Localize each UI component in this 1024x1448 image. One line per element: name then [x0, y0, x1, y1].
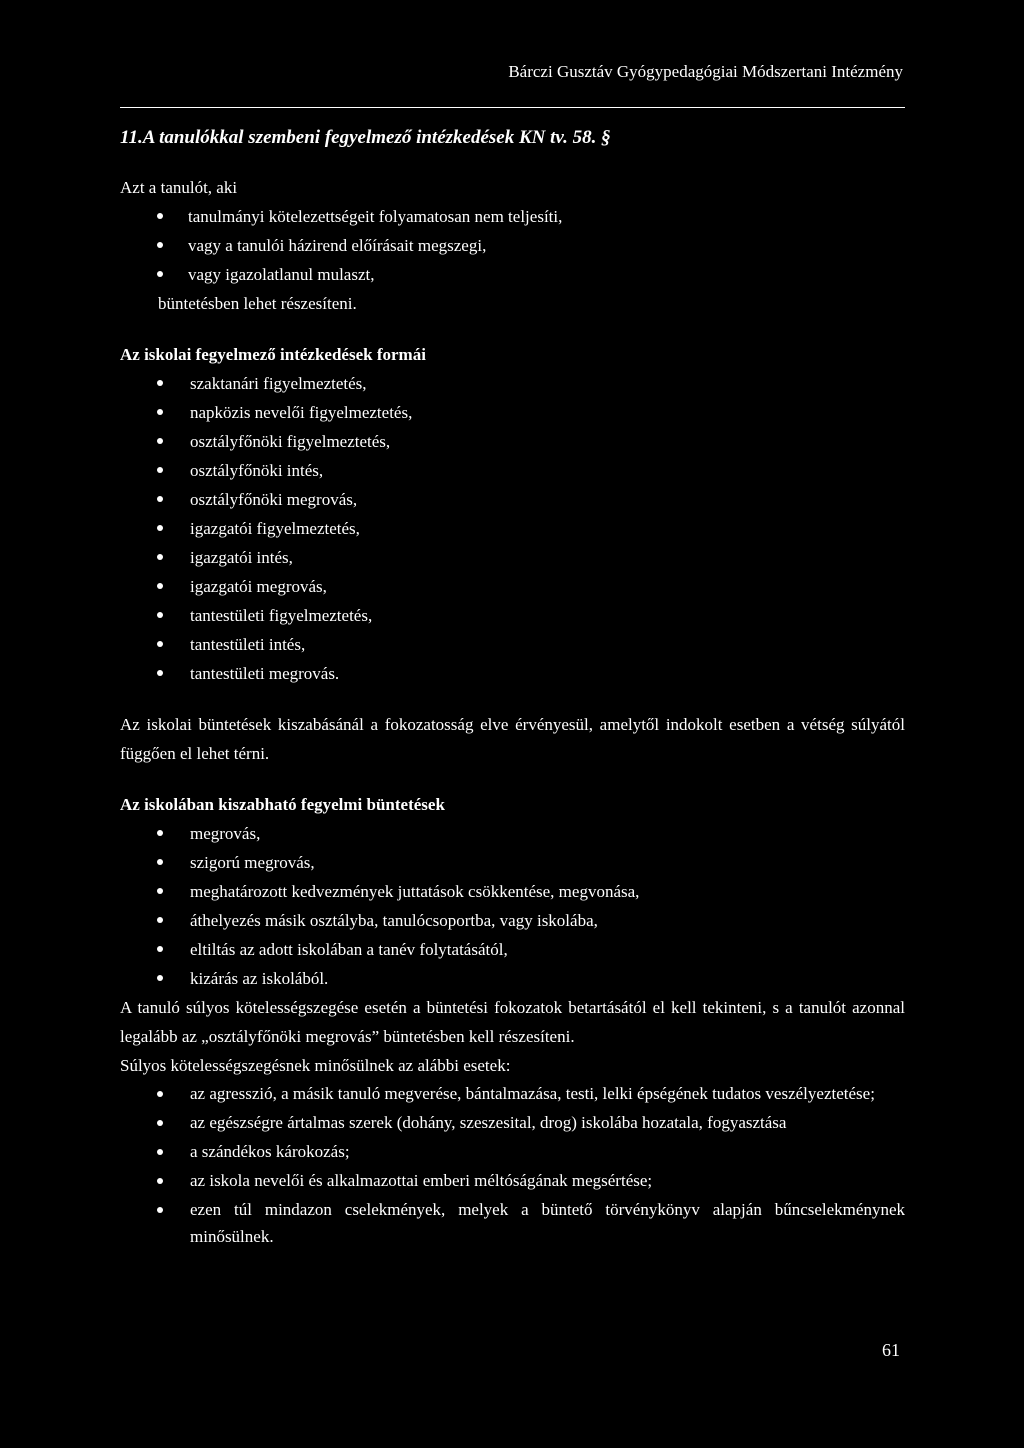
header-rule: [120, 107, 905, 108]
list-item: napközis nevelői figyelmeztetés,: [120, 398, 905, 427]
list-item: tanulmányi kötelezettségeit folyamatosan nem teljesíti,: [120, 202, 905, 231]
intro-lead: Azt a tanulót, aki: [120, 178, 238, 197]
list-item: tantestületi intés,: [120, 630, 905, 659]
list-item: meghatározott kedvezmények juttatások csökkentése, megvonása,: [120, 877, 905, 906]
list-item: ezen túl mindazon cselekmények, melyek a büntető törvénykönyv alapján bűncselekménynek minősülnek.: [120, 1196, 905, 1250]
principle-paragraph: Az iskolai büntetések kiszabásánál a fokozatosság elve érvényesül, amelytől indokolt esetben a vétség súlyától függően el lehet térni.: [120, 715, 905, 763]
penalties-list: [120, 819, 905, 993]
list-item: igazgatói intés,: [120, 543, 905, 572]
list-item: vagy a tanulói házirend előírásait megszegi,: [120, 231, 905, 260]
list-item: szaktanári figyelmeztetés,: [120, 369, 905, 398]
list-item: az iskola nevelői és alkalmazottai emberi méltóságának megsértése;: [120, 1167, 905, 1194]
intro-closing: büntetésben lehet részesíteni.: [158, 294, 357, 313]
list-item: a szándékos károkozás;: [120, 1138, 905, 1165]
list-item: az agresszió, a másik tanuló megverése, bántalmazása, testi, lelki épségének tudatos veszélyeztetése;: [120, 1080, 905, 1107]
list-item: eltiltás az adott iskolában a tanév folytatásától,: [120, 935, 905, 964]
penalties-heading: Az iskolában kiszabható fegyelmi büntetések: [120, 795, 445, 814]
document-body: [120, 125, 905, 1252]
page-number: 61: [882, 1340, 900, 1360]
list-item: tantestületi figyelmeztetés,: [120, 601, 905, 630]
forms-list: [120, 369, 905, 688]
serious-paragraph: A tanuló súlyos kötelességszegése esetén a büntetési fokozatok betartásától el kell tekinteni, s a tanulót azonnal legalább az „osztályfőnöki megrovás” büntetésben kell részesíteni.: [120, 998, 905, 1046]
list-item: osztályfőnöki figyelmeztetés,: [120, 427, 905, 456]
list-item: áthelyezés másik osztályba, tanulócsoportba, vagy iskolába,: [120, 906, 905, 935]
section-title: 11.A tanulókkal szembeni fegyelmező intézkedések KN tv. 58. §: [120, 127, 611, 148]
list-item: igazgatói megrovás,: [120, 572, 905, 601]
list-item: az egészségre ártalmas szerek (dohány, szeszesital, drog) iskolába hozatala, fogyasztása: [120, 1109, 905, 1136]
list-item: vagy igazolatlanul mulaszt,: [120, 260, 905, 289]
list-item: megrovás,: [120, 819, 905, 848]
page-header: Bárczi Gusztáv Gyógypedagógiai Módszertani Intézmény: [508, 62, 903, 81]
list-item: tantestületi megrovás.: [120, 659, 905, 688]
list-item: osztályfőnöki intés,: [120, 456, 905, 485]
list-item: kizárás az iskolából.: [120, 964, 905, 993]
list-item: osztályfőnöki megrovás,: [120, 485, 905, 514]
serious-list: [120, 1080, 905, 1250]
serious-lead: Súlyos kötelességszegésnek minősülnek az alábbi esetek:: [120, 1056, 511, 1075]
list-item: igazgatói figyelmeztetés,: [120, 514, 905, 543]
intro-list: [120, 202, 905, 289]
list-item: szigorú megrovás,: [120, 848, 905, 877]
forms-heading: Az iskolai fegyelmező intézkedések formái: [120, 345, 426, 364]
